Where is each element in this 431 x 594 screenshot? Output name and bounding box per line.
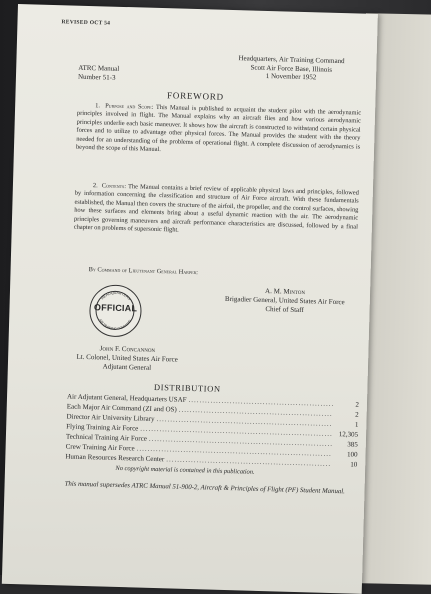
distribution-label: Technical Training Air Force [65, 432, 147, 443]
distribution-count: 100 [346, 450, 358, 459]
distribution-label: Each Major Air Command (ZI and OS) [66, 402, 177, 414]
foreword-title: FOREWORD [166, 90, 225, 102]
distribution-label: Human Resources Research Center [65, 452, 165, 464]
distribution-count: 12,305 [338, 430, 359, 439]
command-line: By Command of Lieutenant General Harper: [88, 266, 199, 277]
revised-stamp: REVISED OCT 54 [61, 19, 111, 27]
paragraph-contents [74, 182, 359, 240]
hq-line: Headquarters, Air Training Command [238, 54, 345, 66]
para-text: The Manual contains a brief review of applicable physical laws and principles, followed by information concerning the classification and structure of Air Force aircraft. With these fundamentals established, the Manual then covers the structure of the airfoil, the propeller, and the control surfaces, showing how these surfaces and elements bring about a useful dynamic reaction with the air. The aerodynamic principles governing maneuvers and aircraft performance characteristics are discussed, followed by a final chapter on problems of supersonic flight. [73, 183, 359, 234]
para-number: 1. [95, 102, 101, 110]
para-number: 2. [92, 182, 98, 190]
signature-block [199, 285, 370, 317]
adjutant-name: John F. Concannon [99, 344, 156, 354]
distribution-label: Flying Training Air Force [66, 422, 139, 433]
para-lead: Purpose and Scope: [105, 102, 154, 111]
distribution-list [65, 392, 359, 470]
svg-text:HEADQUARTERS [100, 290, 131, 301]
hq-line: 1 November 1952 [265, 71, 317, 82]
document-page [2, 4, 378, 594]
signer-name: A. M. Minton [264, 287, 306, 297]
distribution-count: 2 [355, 400, 360, 409]
para-text: This Manual is published to acquaint the student pilot with the aerodynamic principles involved in flight. The Manual explains why an aircraft flies and how various aerodynamic principles underlie each basic maneuver. It shows how the aircraft is constructed to withstand certain physical forces and to utilize to advantage other physical forces. The Manual provides the student with the theory needed for an understanding of the problems of operational flight. A complete discussion of aerodynamics is beyond the scope of this Manual. [75, 103, 362, 154]
paragraph-purpose [76, 102, 361, 160]
supersede-note: This manual supersedes ATRC Manual 51-900-2, Aircraft & Principles of Flight (PF) Student Manual. [64, 480, 345, 496]
manual-line: Number 51-3 [77, 72, 116, 82]
seal-top-text: HEADQUARTERS [100, 290, 132, 302]
distribution-count: 10 [350, 460, 358, 469]
distribution-title: DISTRIBUTION [153, 381, 221, 394]
headquarters-block [216, 54, 367, 84]
signer-role: Chief of Staff [265, 305, 304, 315]
signer-title: Brigadier General, United States Air Force [224, 294, 345, 307]
para-lead: Contents: [101, 182, 127, 191]
copyright-note: No copyright material is contained in this publication. [115, 464, 255, 476]
adjutant-block [52, 343, 203, 374]
seal-official-text: OFFICIAL [93, 302, 138, 314]
seal-bottom-text: AIR TRAINING COMMAND [98, 318, 133, 331]
hq-line: Scott Air Force Base, Illinois [250, 63, 333, 74]
svg-text:AIR TRAINING COMMAND [98, 317, 133, 331]
adjutant-role: Adjutant General [102, 362, 152, 372]
distribution-count: 2 [355, 410, 359, 419]
official-seal [89, 284, 142, 337]
distribution-label: Crew Training Air Force [65, 442, 135, 453]
distribution-label: Air Adjutant General, Headquarters USAF [66, 392, 187, 404]
distribution-count: 1 [354, 420, 359, 429]
adjutant-title: Lt. Colonel, United States Air Force [76, 352, 178, 364]
manual-number [78, 64, 119, 82]
distribution-count: 385 [347, 440, 358, 449]
manual-line: ATRC Manual [78, 63, 120, 73]
distribution-label: Director Air University Library [66, 412, 155, 423]
